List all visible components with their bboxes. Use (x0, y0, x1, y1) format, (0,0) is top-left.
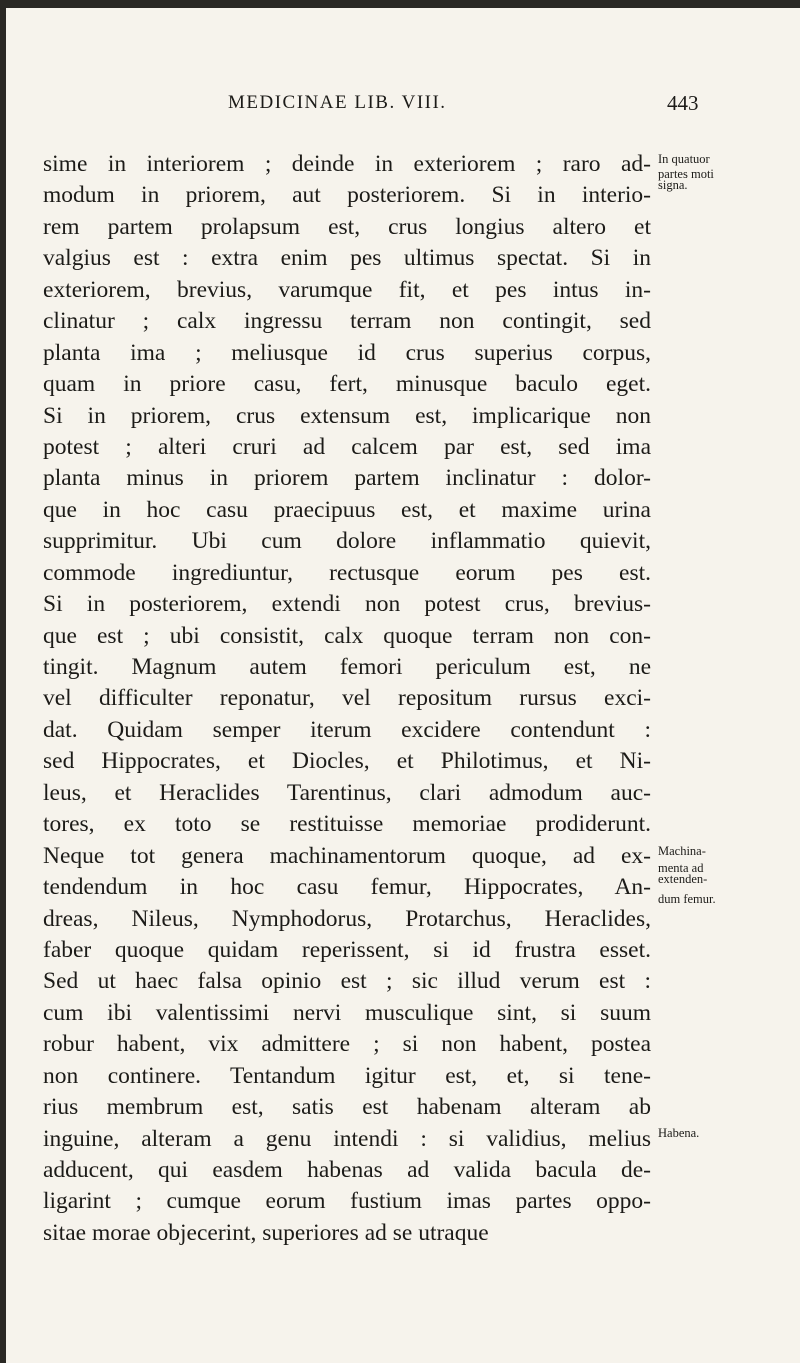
text-line: cum ibi valentissimi nervi musculique sint, si suum (43, 999, 651, 1026)
text-line: dreas, Nileus, Nymphodorus, Protarchus, Heraclides, (43, 905, 651, 932)
text-line: non continere. Tentandum igitur est, et, si tene- (43, 1062, 651, 1089)
text-line: Si in posteriorem, extendi non potest crus, brevius- (43, 591, 651, 618)
margin-note-line: menta ad (658, 861, 704, 875)
text-line: adducent, qui easdem habenas ad valida bacula de- (43, 1157, 651, 1183)
margin-note-habena (658, 1128, 798, 1139)
text-line: clinatur ; calx ingressu terram non contingit, sed (43, 308, 651, 335)
margin-note-line: signa. (658, 178, 688, 192)
text-line: potest ; alteri cruri ad calcem par est, sed ima (43, 433, 651, 460)
text-line: tingit. Magnum autem femori periculum est, ne (43, 654, 651, 680)
text-line: quam in priore casu, fert, minusque baculo eget. (43, 371, 651, 398)
page-number: 443 (667, 91, 699, 115)
margin-note-line: partes moti (658, 167, 714, 181)
margin-note-partes-moti (658, 154, 798, 191)
text-line: que in hoc casu praecipuus est, et maxime urina (43, 496, 651, 523)
text-line: leus, et Heraclides Tarentinus, clari admodum auc- (43, 779, 651, 806)
margin-note-machinamenta (658, 846, 798, 905)
text-line: Neque tot genera machinamentorum quoque, ad ex- (43, 842, 651, 869)
text-line: sitae morae objecerint, superiores ad se utraque (43, 1219, 489, 1246)
margin-note-line: extenden- (658, 872, 708, 886)
text-line: faber quoque quidam reperissent, si id frustra esset. (43, 936, 651, 963)
text-line: robur habent, vix admittere ; si non habent, postea (43, 1031, 651, 1058)
text-line: sed Hippocrates, et Diocles, et Philotimus, et Ni- (43, 748, 651, 775)
text-line: commode ingrediuntur, rectusque eorum pes est. (43, 559, 651, 586)
margin-note-line: Habena. (658, 1126, 700, 1140)
text-line: rius membrum est, satis est habenam alteram ab (43, 1094, 651, 1121)
text-line: Si in priorem, crus extensum est, implicarique non (43, 402, 651, 429)
text-line: valgius est : extra enim pes ultimus spectat. Si in (43, 245, 651, 272)
page-left-edge (0, 0, 6, 1363)
text-line: planta ima ; meliusque id crus superius corpus, (43, 339, 651, 366)
text-line: dat. Quidam semper iterum excidere contendunt : (43, 716, 651, 743)
text-line: modum in priorem, aut posteriorem. Si in interio- (43, 182, 651, 209)
text-line: inguine, alteram a genu intendi : si validius, melius (43, 1125, 651, 1152)
text-line: Sed ut haec falsa opinio est ; sic illud verum est : (43, 968, 651, 995)
text-line: tores, ex toto se restituisse memoriae prodiderunt. (43, 811, 651, 838)
margin-note-line: dum femur. (658, 892, 716, 906)
text-line: rem partem prolapsum est, crus longius altero et (43, 213, 651, 240)
page-header (0, 88, 800, 118)
text-line: que est ; ubi consistit, calx quoque terram non con- (43, 622, 651, 649)
margin-note-line: In quatuor (658, 152, 710, 166)
text-line: sime in interiorem ; deinde in exteriorem ; raro ad- (43, 151, 651, 177)
text-line: planta minus in priorem partem inclinatur : dolor- (43, 465, 651, 492)
text-line: supprimitur. Ubi cum dolore inflammatio quievit, (43, 528, 651, 555)
text-line: tendendum in hoc casu femur, Hippocrates, An- (43, 874, 651, 901)
body-text (43, 149, 651, 1249)
margin-note-line: Machina- (658, 844, 706, 858)
running-title: MEDICINAE LIB. VIII. (228, 92, 447, 113)
text-line: exteriorem, brevius, varumque fit, et pes intus in- (43, 276, 651, 303)
page-top-edge (0, 0, 800, 8)
text-line: ligarint ; cumque eorum fustium imas partes oppo- (43, 1188, 651, 1215)
text-line: vel difficulter reponatur, vel repositum rursus exci- (43, 685, 651, 712)
